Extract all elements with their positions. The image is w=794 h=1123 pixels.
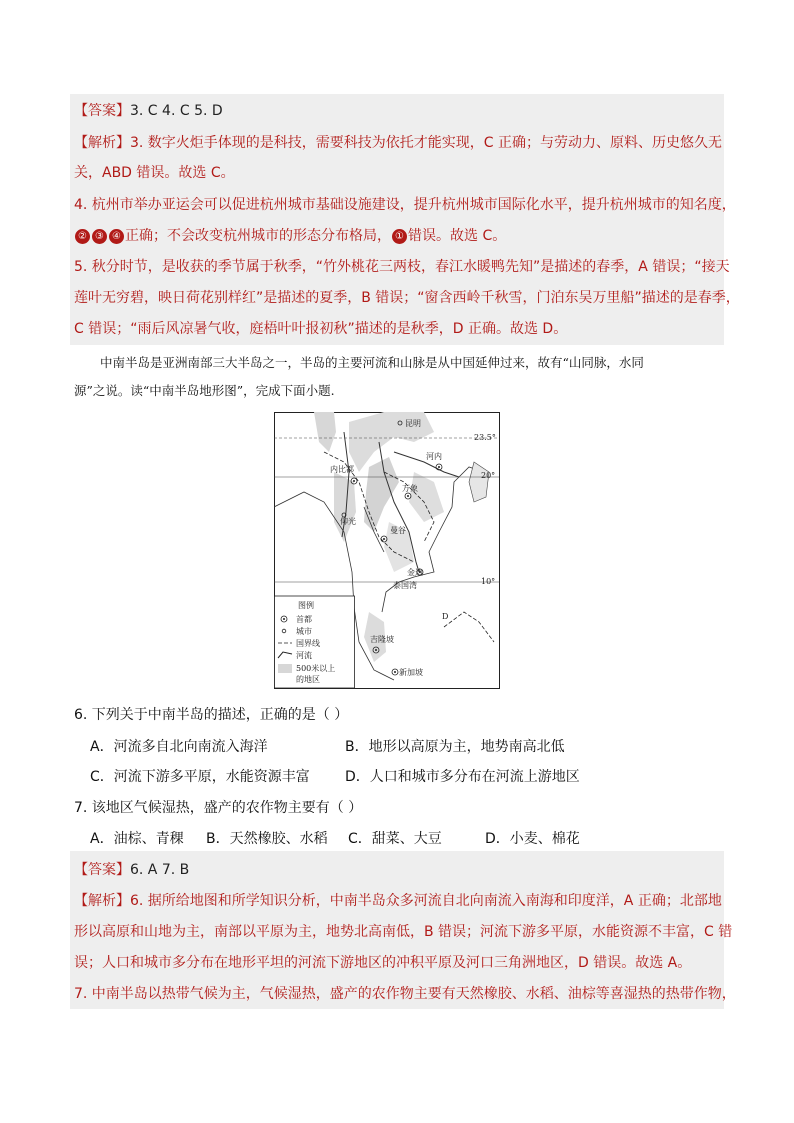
- analysis-text: 错误。故选 C。: [408, 228, 507, 244]
- analysis2-line-4: 7. 中南半岛以热带气候为主，气候湿热，盛产的农作物主要有天然橡胶、水稻、油棕等喜湿热的热带作物，: [74, 986, 736, 1002]
- analysis-tag: 【解析】: [74, 893, 130, 909]
- svg-text:D: D: [442, 612, 449, 621]
- svg-text:首都: 首都: [296, 615, 312, 624]
- question-6-option-c: C．河流下游多平原，水能资源丰富: [90, 769, 310, 785]
- svg-text:城市: 城市: [296, 627, 312, 636]
- svg-text:内比都: 内比都: [330, 465, 354, 474]
- question-6-option-b: B．地形以高原为主，地势南高北低: [345, 739, 565, 755]
- svg-text:吉隆坡: 吉隆坡: [370, 635, 394, 644]
- circled-number: ④: [109, 229, 124, 244]
- analysis-line-6: 莲叶无穷碧，映日荷花别样红”是描述的夏季，B 错误；“窗含西岭千秋雪，门泊东吴万里船”描述的是春季，: [74, 290, 740, 306]
- svg-text:万象: 万象: [402, 484, 418, 493]
- question-6-option-d: D．人口和城市多分布在河流上游地区: [345, 769, 580, 785]
- intro-line-2: 源”之说。读“中南半岛地形图”，完成下面小题.: [74, 383, 335, 398]
- question-7-option-a: A．油棕、青稞: [90, 831, 184, 847]
- svg-text:河内: 河内: [426, 452, 442, 461]
- svg-text:曼谷: 曼谷: [390, 526, 406, 535]
- intro-line-1: 中南半岛是亚洲南部三大半岛之一，半岛的主要河流和山脉是从中国延伸过来，故有“山同脉，水同: [100, 355, 644, 370]
- analysis-line-1: [74, 133, 722, 153]
- svg-text:新加坡: 新加坡: [399, 668, 423, 677]
- svg-text:500米以上: 500米以上: [296, 664, 336, 673]
- question-6-stem: 6. 下列关于中南半岛的描述，正确的是（ ）: [74, 707, 349, 723]
- question-7-option-b: B．天然橡胶、水稻: [206, 831, 328, 847]
- svg-text:国界线: 国界线: [296, 639, 320, 648]
- question-7-option-c: C．甜菜、大豆: [348, 831, 442, 847]
- analysis-line-3: 4. 杭州市举办亚运会可以促进杭州城市基础设施建设，提升杭州城市国际化水平，提升杭州城市的知名度，: [74, 197, 736, 213]
- svg-text:仰光: 仰光: [340, 517, 356, 526]
- analysis2-line-1: [74, 891, 722, 911]
- question-7-option-d: D．小麦、棉花: [485, 831, 580, 847]
- analysis-text: 正确；不会改变杭州城市的形态分布格局，: [125, 228, 391, 244]
- analysis-line-4: [74, 226, 506, 246]
- svg-text:昆明: 昆明: [405, 419, 421, 428]
- analysis-text: 3. 数字火炬手体现的是科技，需要科技为依托才能实现，C 正确；与劳动力、原料、历史悠久无: [130, 135, 723, 151]
- svg-text:图例: 图例: [298, 601, 314, 610]
- svg-text:23.5°: 23.5°: [474, 433, 496, 442]
- answer-tag: 【答案】: [74, 862, 130, 878]
- answer-line-1: [74, 101, 223, 121]
- analysis-tag: 【解析】: [74, 135, 130, 151]
- analysis-line-5: 5. 秋分时节，是收获的季节属于秋季，“竹外桃花三两枝，春江水暖鸭先知”是描述的春季，A 错误；“接天: [74, 259, 730, 275]
- answer-tag: 【答案】: [74, 103, 130, 119]
- svg-text:金边: 金边: [407, 568, 423, 577]
- answer-line-2: [74, 860, 189, 880]
- answer-text: 3. C 4. C 5. D: [130, 103, 223, 119]
- indochina-terrain-map: [274, 412, 500, 689]
- analysis-text: 6. 据所给地图和所学知识分析，中南半岛众多河流自北向南流入南海和印度洋，A 正确；北部地: [130, 893, 722, 909]
- circled-number: ②: [75, 229, 90, 244]
- answer-text: 6. A 7. B: [130, 862, 190, 878]
- analysis-line-2: 关，ABD 错误。故选 C。: [74, 165, 235, 181]
- analysis2-line-3: 误；人口和城市多分布在地形平坦的河流下游地区的冲积平原及河口三角洲地区，D 错误。故选 A。: [74, 955, 692, 971]
- svg-text:20°: 20°: [481, 471, 496, 480]
- svg-text:河流: 河流: [296, 651, 312, 660]
- svg-text:泰国湾: 泰国湾: [393, 581, 417, 590]
- svg-text:的地区: 的地区: [296, 675, 320, 684]
- question-7-stem: 7. 该地区气候湿热，盛产的农作物主要有（ ）: [74, 800, 363, 816]
- circled-number: ③: [92, 229, 107, 244]
- analysis2-line-2: 形以高原和山地为主，南部以平原为主，地势北高南低，B 错误；河流下游多平原，水能资源不丰富，C 错: [74, 924, 733, 940]
- circled-number: ①: [392, 229, 407, 244]
- question-6-option-a: A．河流多自北向南流入海洋: [90, 739, 268, 755]
- svg-text:10°: 10°: [481, 577, 496, 586]
- analysis-line-7: C 错误；“雨后风凉暑气收，庭梧叶叶报初秋”描述的是秋季，D 正确。故选 D。: [74, 321, 568, 337]
